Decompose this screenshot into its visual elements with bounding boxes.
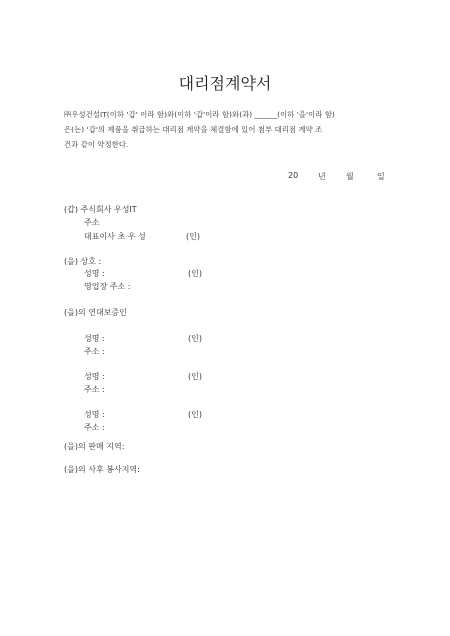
guarantor-1-seal: (인) [188,334,202,343]
guarantor-3-address: 주소 : [84,423,105,432]
date-day: 일 [377,172,385,181]
guarantor-1-address: 주소 : [84,347,105,356]
party-eul-name: 성명 : [84,269,105,278]
party-gap-address: 주소 [84,218,100,227]
guarantor-2-address: 주소 : [84,385,105,394]
intro-line-2: 은(는) '갑'의 제품을 취급하는 대리점 계약을 체결함에 있어 첨부 대리점 계약 조 [64,125,323,134]
party-eul-heading: (을) 상호 : [64,257,102,266]
guarantor-1-name: 성명 : [84,334,105,343]
party-gap-seal: (인) [186,232,200,241]
date-year: 년 [318,172,326,181]
party-gap-ceo: 대표이사 초 우 성 [84,232,146,241]
guarantor-2-name: 성명 : [84,372,105,381]
guarantor-3-name: 성명 : [84,410,105,419]
guarantor-heading: (을)의 연대보증인 [64,308,127,317]
page-title: 대리점계약서 [178,74,272,93]
guarantor-3-seal: (인) [188,410,202,419]
date-month: 월 [346,172,354,181]
guarantor-2-seal: (인) [188,372,202,381]
intro-line-1: ㈜우성건설IT(이하 '갑' 이라 함)와(이하 '갑'이라 함)와(과) ______(이하 '을'이라 함) [64,110,335,119]
intro-line-3: 건과 같이 약정한다. [64,140,129,149]
party-gap-heading: (갑) 주식회사 우성IT [64,205,137,214]
party-eul-office: 영업장 주소 : [84,282,131,291]
service-area: (을)의 사후 봉사지역: [64,465,140,474]
party-eul-seal: (인) [188,269,202,278]
sales-area: (을)의 판매 지역: [64,442,125,451]
date-year-prefix: 20 [288,171,299,180]
